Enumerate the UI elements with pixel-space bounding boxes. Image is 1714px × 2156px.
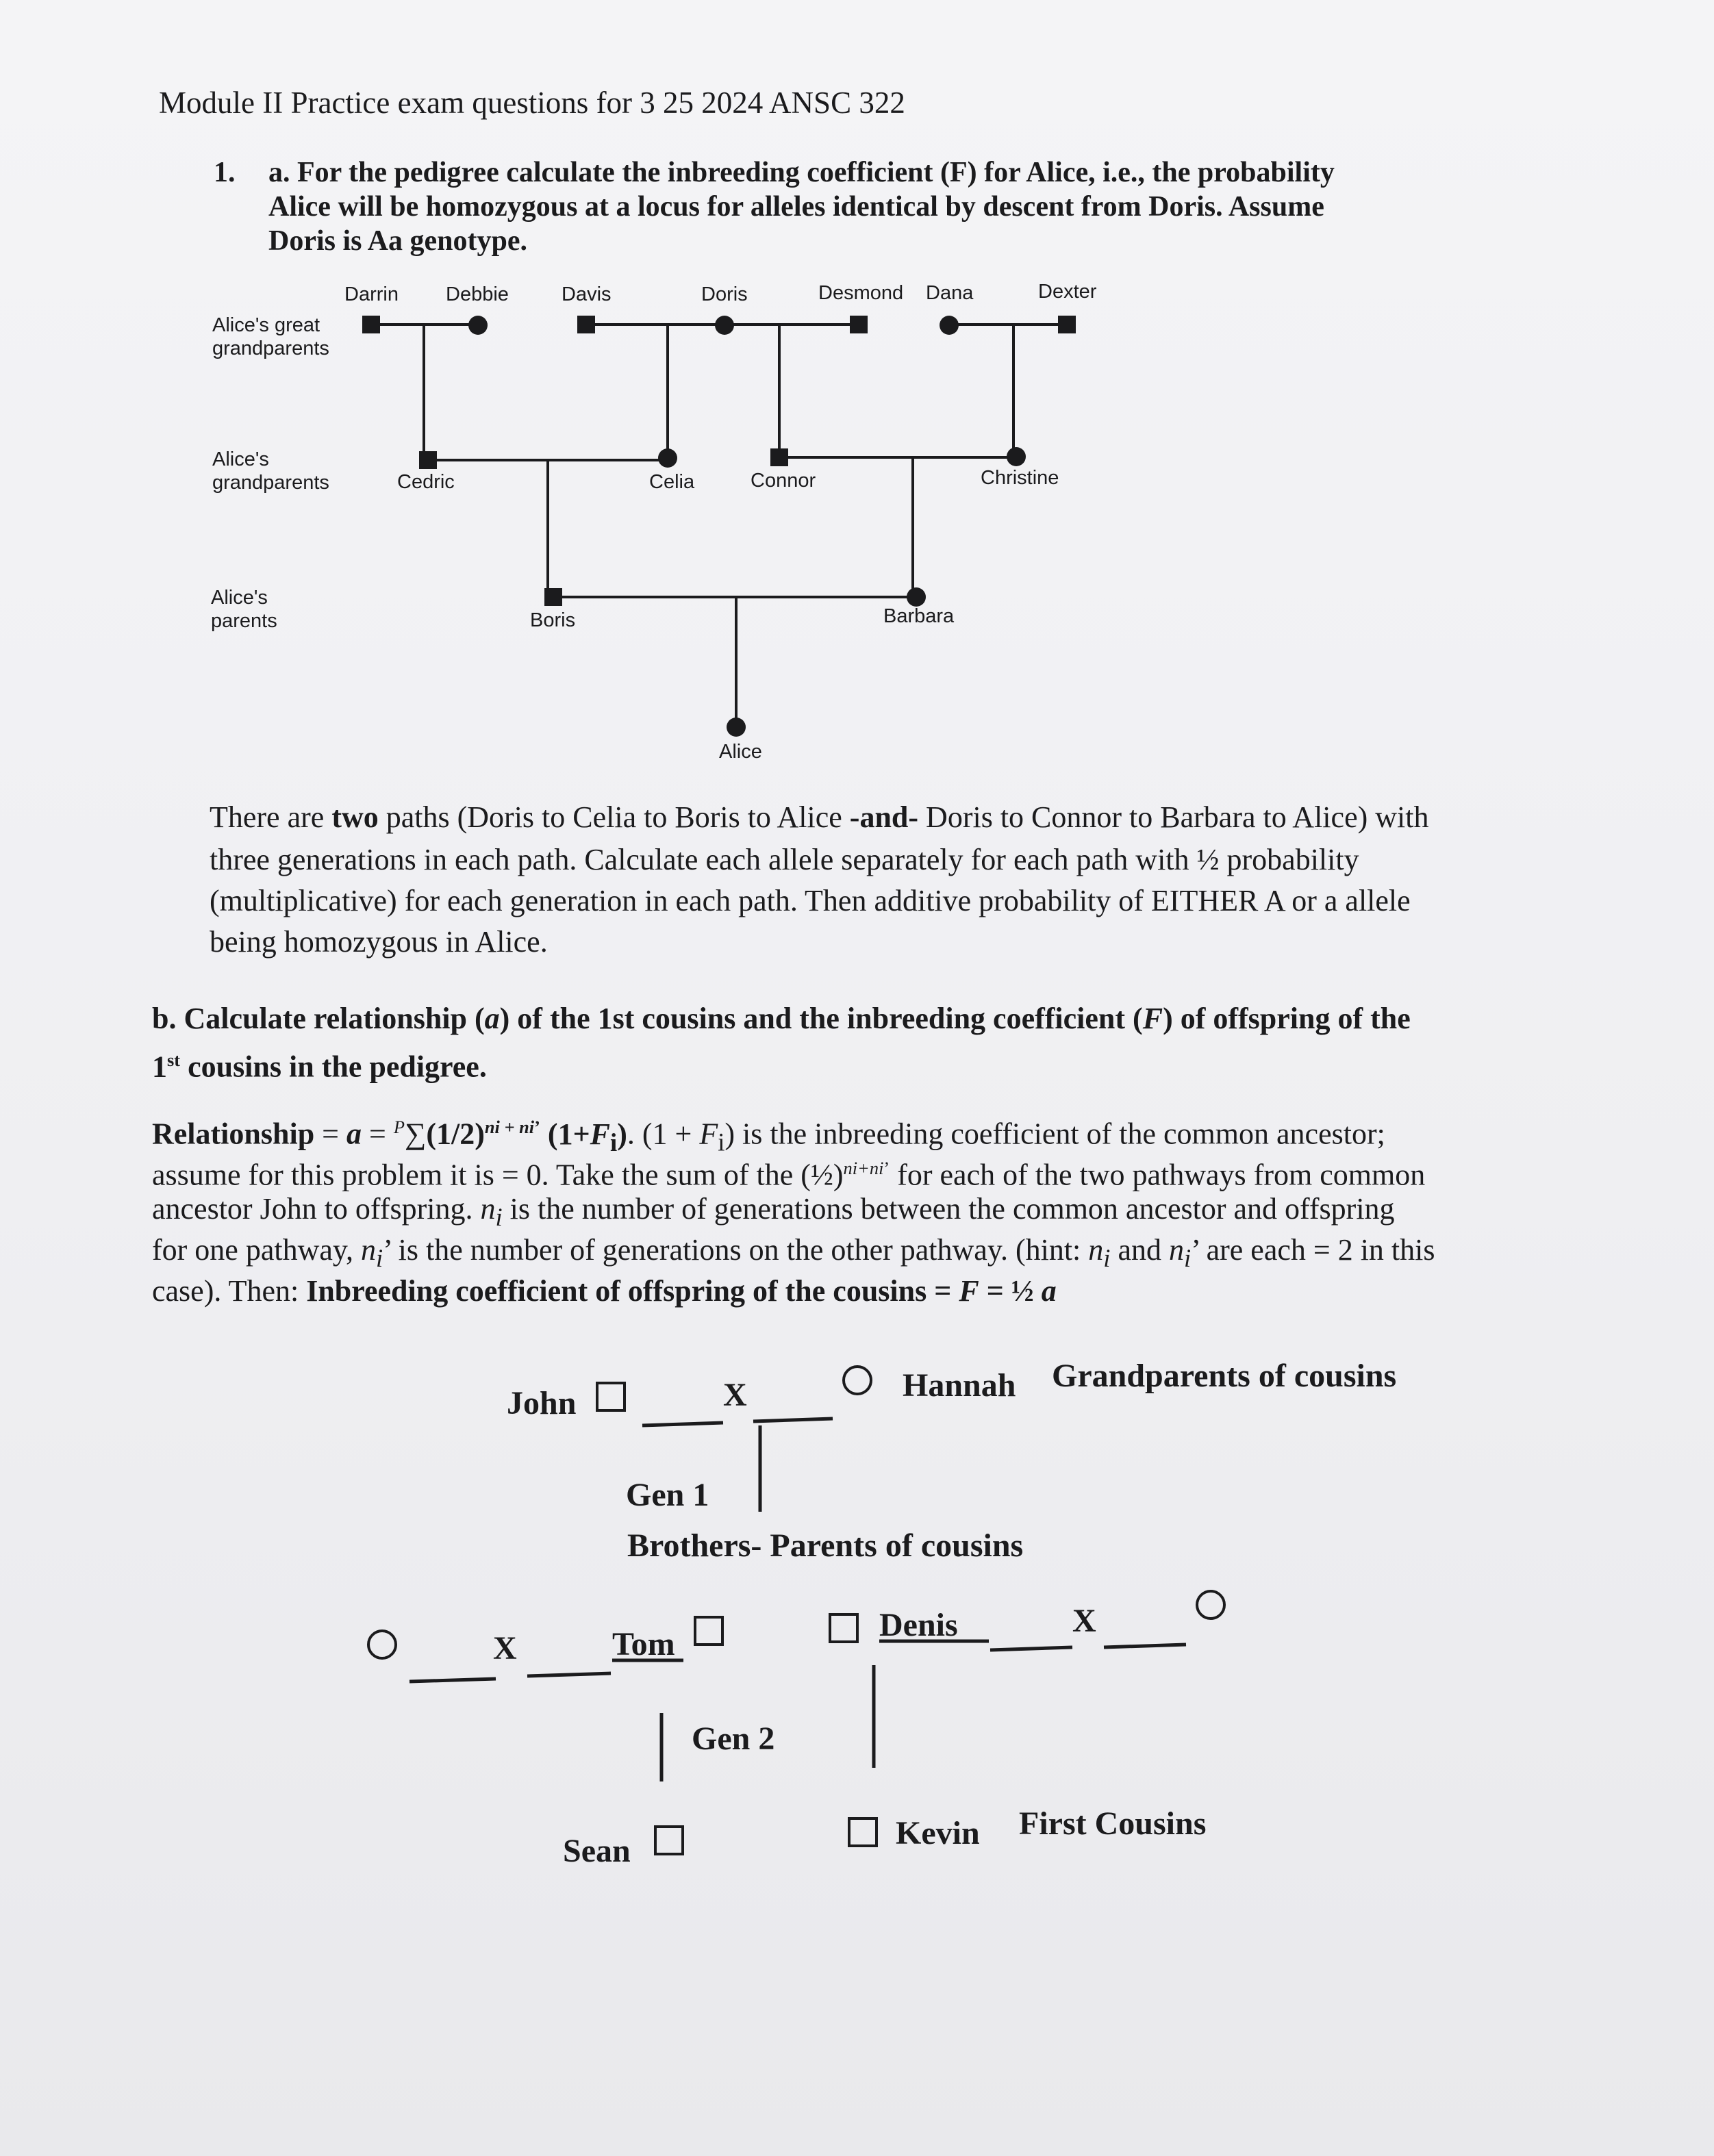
label-hannah: Hannah [903, 1367, 1016, 1404]
label-christine: Christine [981, 467, 1059, 489]
label-dana: Dana [926, 282, 974, 304]
debbie-circle [468, 316, 488, 335]
connor-square [770, 448, 788, 466]
darrin-square [362, 316, 380, 333]
question-1a-line-2: Alice will be homozygous at a locus for alleles identical by descent from Doris. Assume [268, 191, 1324, 223]
tom-square [695, 1617, 722, 1645]
denis-square [830, 1614, 857, 1642]
explanation-a-line-4: being homozygous in Alice. [210, 925, 548, 959]
label-doris: Doris [701, 283, 748, 305]
explanation-a-line-2: three generations in each path. Calculate each allele separately for each path with ½ probability [210, 843, 1359, 876]
tom-wife-circle [368, 1631, 396, 1658]
kevin-square [849, 1818, 877, 1846]
sean-square [655, 1827, 683, 1854]
formula-line-3: ancestor John to offspring. $n_i$ is the number of generations between the common ancestor and offspring [152, 1192, 1395, 1231]
label-parents-of-cousins: Brothers- Parents of cousins [627, 1527, 1024, 1564]
doris-circle [715, 316, 734, 335]
christine-circle [1007, 447, 1026, 466]
part-b-line-2: 1st cousins in the pedigree. [152, 1050, 487, 1084]
label-kevin: Kevin [896, 1815, 980, 1851]
john-square [597, 1383, 625, 1410]
label-john: John [507, 1385, 577, 1421]
cross-john-hannah: X [723, 1377, 747, 1413]
label-debbie: Debbie [446, 283, 509, 305]
label-darrin: Darrin [344, 283, 399, 305]
label-desmond: Desmond [818, 282, 904, 304]
page-title: Module II Practice exam questions for 3 25 2024 ANSC 322 [159, 86, 905, 120]
desmond-square [850, 316, 868, 333]
label-cedric: Cedric [397, 471, 455, 493]
formula-line-2: assume for this problem it is = 0. Take the sum of the (½)$^{ni+ni’}$ for each of the two pathways from common [152, 1158, 1426, 1192]
gen-label-grandparents-1: Alice's [212, 448, 269, 470]
label-tom: Tom [612, 1626, 675, 1662]
label-celia: Celia [649, 471, 695, 493]
question-1a-line-3: Doris is Aa genotype. [268, 225, 527, 257]
formula-line-5: case). Then: Inbreeding coefficient of offspring of the cousins = F = ½ a [152, 1274, 1057, 1308]
label-connor: Connor [751, 470, 816, 492]
formula-line-4: for one pathway, $n_i$’ is the number of generations on the other pathway. (hint: $n_i$ and $n_i$’ are each = 2 in this [152, 1233, 1435, 1272]
label-first-cousins: First Cousins [1019, 1805, 1207, 1842]
label-alice: Alice [719, 741, 762, 763]
label-davis: Davis [562, 283, 612, 305]
cross-denis: X [1072, 1603, 1096, 1639]
question-number: 1. [214, 157, 236, 188]
boris-square [544, 588, 562, 606]
label-grandparents-of-cousins: Grandparents of cousins [1052, 1358, 1397, 1394]
davis-square [577, 316, 595, 333]
formula-line-1: Relationship = $a = ^P\sum(1/2)^{ni + ni’}$ $(1+F_i)$. $(1 + F_i)$ is the inbreeding coefficient of the common ancestor; [152, 1117, 1385, 1156]
label-denis: Denis [879, 1607, 958, 1643]
gen-label-grandparents-2: grandparents [212, 472, 329, 494]
gen-label-parents-2: parents [211, 610, 277, 632]
gen-label-great-grandparents-2: grandparents [212, 338, 329, 359]
label-barbara: Barbara [883, 605, 955, 627]
cedric-square [419, 451, 437, 469]
label-boris: Boris [530, 609, 576, 631]
alice-circle [727, 718, 746, 737]
explanation-a-line-1: There are two paths (Doris to Celia to Boris to Alice -and- Doris to Connor to Barbara to Alice) with [210, 800, 1429, 834]
barbara-circle [907, 587, 926, 607]
gen-label-parents-1: Alice's [211, 587, 268, 609]
dana-circle [940, 316, 959, 335]
label-sean: Sean [563, 1833, 631, 1869]
part-b-line-1: b. Calculate relationship (a) of the 1st cousins and the inbreeding coefficient (F) of offspring of the [152, 1002, 1411, 1035]
label-gen-1: Gen 1 [626, 1477, 709, 1513]
gen-label-great-grandparents-1: Alice's great [212, 314, 320, 336]
label-gen-2: Gen 2 [692, 1721, 775, 1757]
denis-wife-circle [1197, 1591, 1224, 1619]
celia-circle [658, 448, 677, 468]
hannah-circle [844, 1367, 871, 1394]
explanation-a-line-3: (multiplicative) for each generation in each path. Then additive probability of EITHER A or a allele [210, 884, 1411, 917]
label-dexter: Dexter [1038, 281, 1097, 303]
dexter-square [1058, 316, 1076, 333]
question-1a-line-1: a. For the pedigree calculate the inbreeding coefficient (F) for Alice, i.e., the probability [268, 157, 1335, 188]
cross-tom: X [493, 1630, 517, 1666]
